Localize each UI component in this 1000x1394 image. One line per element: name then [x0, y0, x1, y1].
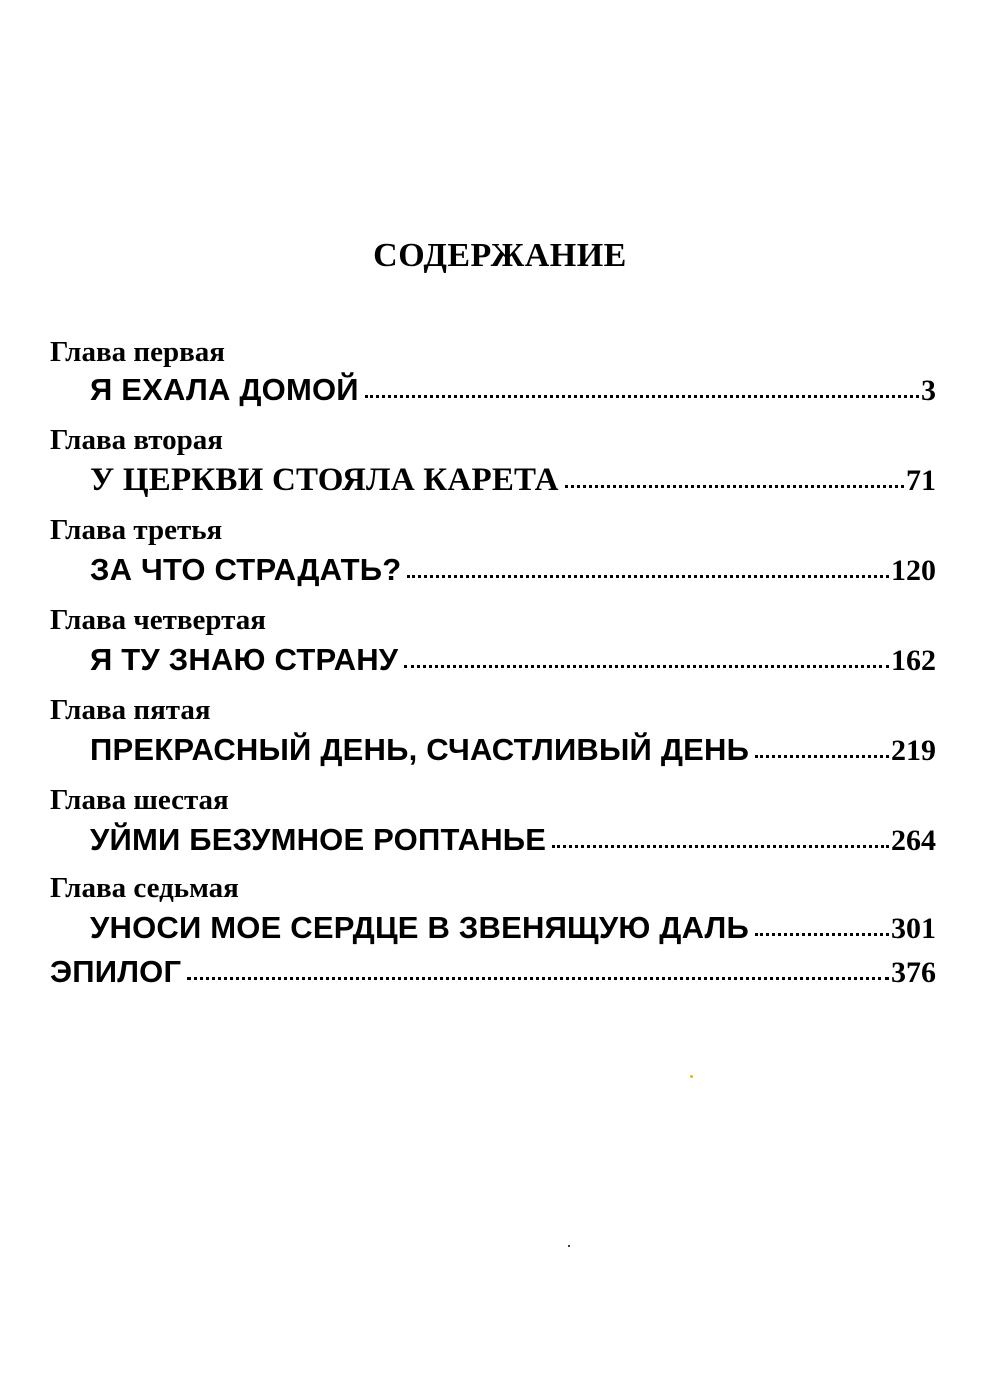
- chapter-label: Глава вторая: [50, 424, 223, 456]
- page-number: 71: [906, 464, 936, 497]
- page-number: 3: [921, 374, 936, 407]
- toc-entry-epilogue[interactable]: [50, 950, 936, 995]
- chapter-label: Глава первая: [50, 336, 225, 368]
- chapter-label: Глава пятая: [50, 694, 211, 726]
- entry-title: Я ТУ ЗНАЮ СТРАНУ: [90, 642, 399, 677]
- page-number: 264: [891, 824, 936, 857]
- dot-leader: [565, 485, 904, 488]
- entry-title: ЭПИЛОГ: [50, 954, 182, 989]
- page-number: 219: [891, 734, 936, 767]
- page-number: 376: [891, 956, 936, 989]
- dot-leader: [755, 933, 889, 936]
- chapter-label: Глава седьмая: [50, 872, 239, 904]
- dot-leader: [187, 977, 889, 980]
- toc-entry[interactable]: [90, 548, 936, 593]
- entry-title: ЗА ЧТО СТРАДАТЬ?: [90, 552, 402, 587]
- entry-title: ПРЕКРАСНЫЙ ДЕНЬ, СЧАСТЛИВЫЙ ДЕНЬ: [90, 732, 750, 767]
- dot-leader: [407, 575, 889, 578]
- page-number: 301: [891, 912, 936, 945]
- dot-leader: [404, 665, 889, 668]
- paper-speck: [568, 1245, 570, 1247]
- toc-entry[interactable]: [90, 458, 936, 503]
- entry-title: У ЦЕРКВИ СТОЯЛА КАРЕТА: [90, 462, 559, 498]
- dot-leader: [552, 845, 889, 848]
- chapter-label: Глава шестая: [50, 784, 229, 816]
- paper-speck: [690, 1075, 693, 1078]
- page-number: 162: [891, 644, 936, 677]
- dot-leader: [755, 755, 889, 758]
- toc-entry[interactable]: [90, 906, 936, 951]
- dot-leader: [365, 395, 919, 398]
- chapter-label: Глава четвертая: [50, 604, 266, 636]
- chapter-label: Глава третья: [50, 514, 223, 546]
- entry-title: УЙМИ БЕЗУМНОЕ РОПТАНЬЕ: [90, 822, 547, 857]
- entry-title: Я ЕХАЛА ДОМОЙ: [90, 372, 359, 407]
- toc-entry[interactable]: [90, 818, 936, 863]
- toc-entry[interactable]: [90, 368, 936, 413]
- toc-entry[interactable]: [90, 728, 936, 773]
- toc-entry[interactable]: [90, 638, 936, 683]
- entry-title: УНОСИ МОЕ СЕРДЦЕ В ЗВЕНЯЩУЮ ДАЛЬ: [90, 910, 749, 945]
- page-title: СОДЕРЖАНИЕ: [373, 237, 627, 274]
- page-number: 120: [891, 554, 936, 587]
